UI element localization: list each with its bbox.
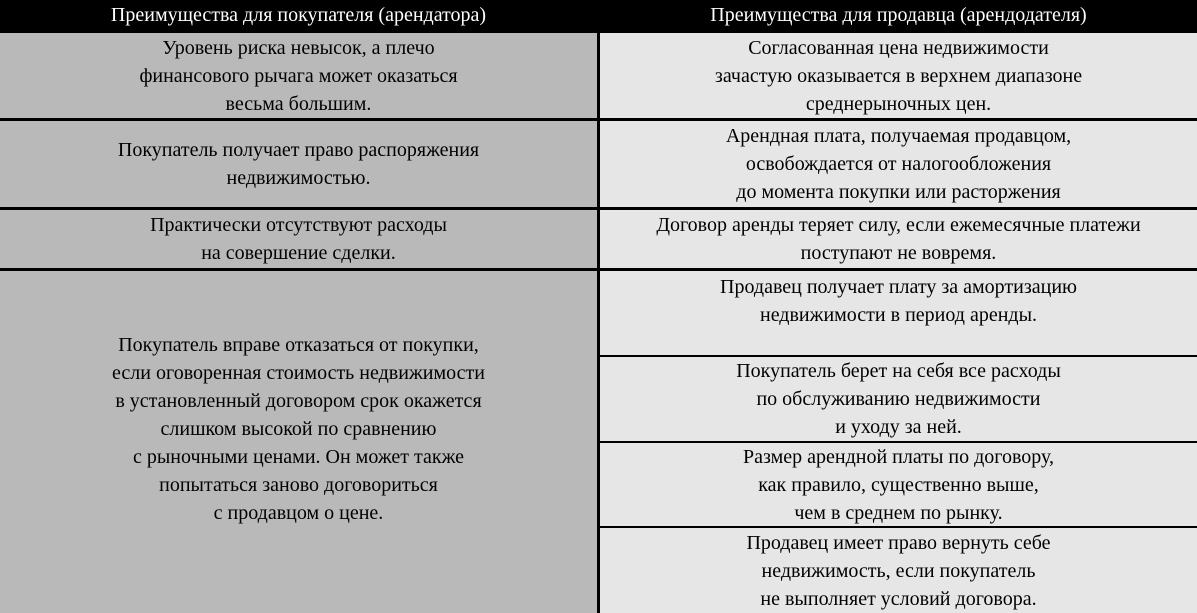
seller-advantage-2: Арендная плата, получаемая продавцом, освобождается от налогообложения до момента покупки или расторжения (600, 121, 1197, 207)
seller-advantage-7: Продавец имеет право вернуть себе недвижимость, если покупатель не выполняет условий договора. (600, 528, 1197, 613)
buyer-advantage-3: Практически отсутствуют расходы на совершение сделки. (0, 210, 597, 268)
buyer-advantage-1: Уровень риска невысок, а плечо финансового рычага может оказаться весьма большим. (0, 33, 597, 118)
seller-advantage-3: Договор аренды теряет силу, если ежемесячные платежи поступают не вовремя. (600, 210, 1197, 268)
seller-advantage-4: Продавец получает плату за амортизацию недвижимости в период аренды. (600, 271, 1197, 355)
buyer-advantage-4: Покупатель вправе отказаться от покупки, если оговоренная стоимость недвижимости в установленный договором срок окажется слишком высокой по сравнению с рыночными ценами. Он может также попытаться заново договориться с продавцом о цене. (0, 271, 597, 613)
header-buyer: Преимущества для покупателя (арендатора) (0, 0, 597, 30)
buyer-advantage-2: Покупатель получает право распоряжения недвижимостью. (0, 121, 597, 207)
header-seller: Преимущества для продавца (арендодателя) (600, 0, 1197, 30)
seller-advantage-5: Покупатель берет на себя все расходы по обслуживанию недвижимости и уходу за ней. (600, 357, 1197, 441)
seller-advantage-6: Размер арендной платы по договору, как правило, существенно выше, чем в среднем по рынку. (600, 443, 1197, 526)
seller-advantage-1: Согласованная цена недвижимости зачастую оказывается в верхнем диапазоне среднерыночных цен. (600, 33, 1197, 118)
